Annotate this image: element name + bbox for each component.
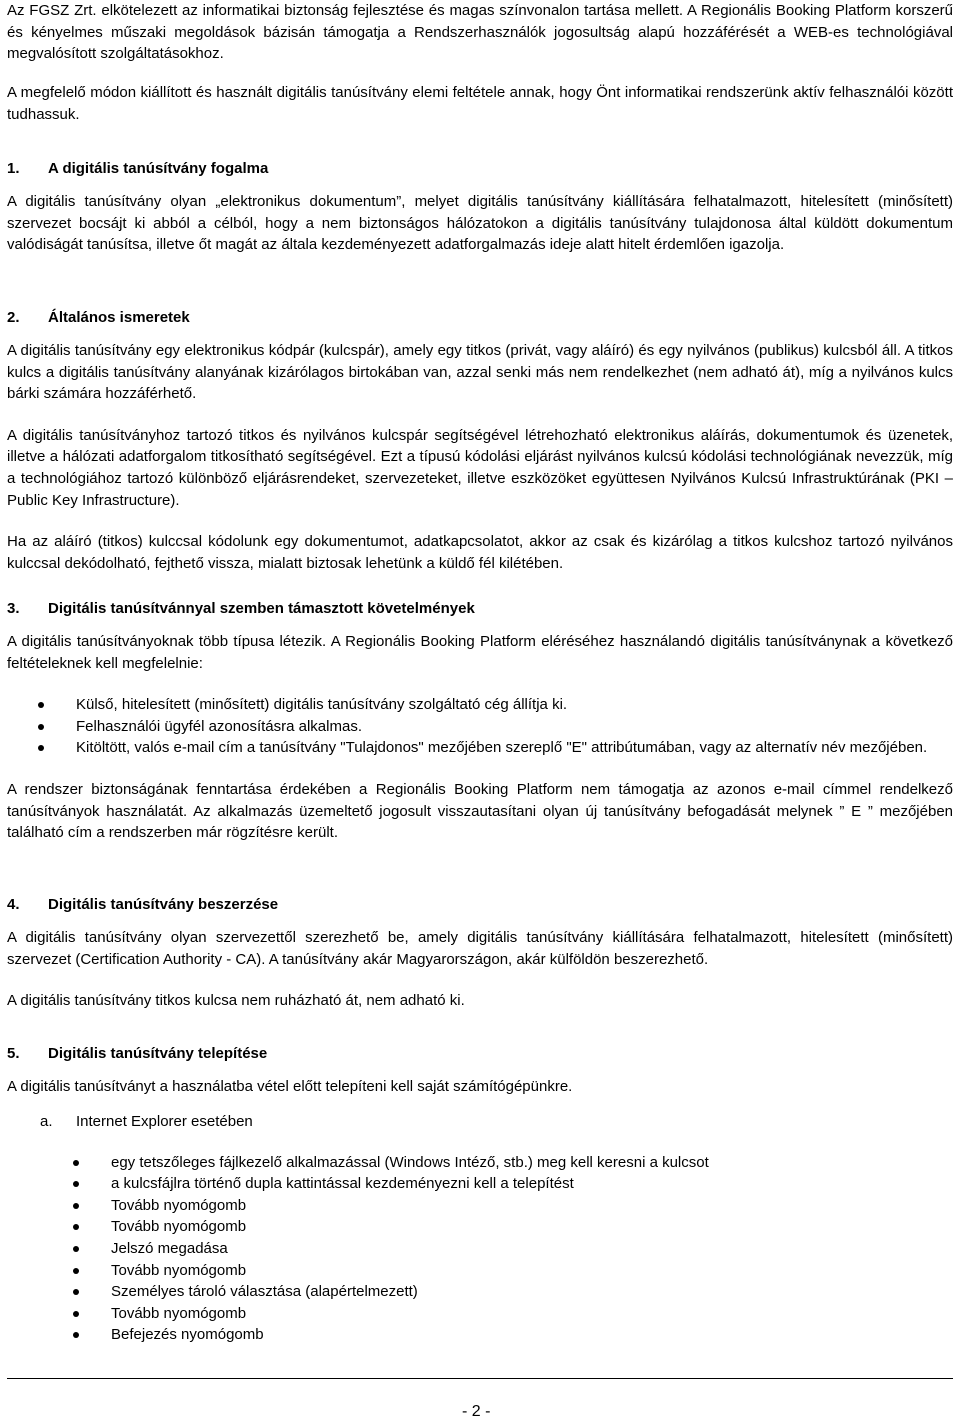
section-4-paragraph-1: A digitális tanúsítvány olyan szervezettől szerezhető be, amely digitális tanúsítvány kiállítására felhatalmazott, hitelesített (minősített) szervezet (Certification Authority - CA). A tanúsítvány akár Magyarországon, akár külföldön beszerezhető. [7,929,953,968]
list-item: Személyes tároló választása (alapértelmezett) [7,1281,953,1303]
section-1 [7,158,953,256]
list-item: a kulcsfájlra történő dupla kattintással kezdeményezni kell a telepítést [7,1173,953,1195]
section-4-heading: 4. Digitális tanúsítvány beszerzése [7,896,279,913]
section-5-intro: A digitális tanúsítványt a használatba vétel előtt telepíteni kell saját számítógépünkre. [7,1078,573,1095]
list-item: Jelszó megadása [7,1238,953,1260]
section-2-paragraph-2: A digitális tanúsítványhoz tartozó titkos és nyilvános kulcspár segítségével létrehozható elektronikus aláírás, dokumentumok és üzenetek, illetve a hálózati adatforgalom titkosítható segítségével. Ezt a típusú kódolási eljárást nyilvános kulcsú kódolási technológiának nevezzük, míg a technológiához tartozó különböző eljárásrendeket, szervezeteket, illetve eszközöket együttesen Nyilvános Kulcsú Infrastruktúrának (PKI – Public Key Infrastructure). [7,426,953,509]
list-item: Tovább nyomógomb [7,1303,953,1325]
section-2 [7,307,953,574]
section-1-paragraph: A digitális tanúsítvány olyan „elektronikus dokumentum”, melyet digitális tanúsítvány kiállítására felhatalmazott, hitelesített (minősített) szervezet bocsájt ki abból a célból, hogy a nem biztonságos hálózatokon a digitális tanúsítvány tulajdonosa által küldött dokumentum valódiságát tanúsítsa, illetve őt magát az általa kezdeményezett adatforgalmazás ideje alatt hitelt érdemlően igazolja. [7,193,953,254]
footer-divider [7,1378,953,1379]
list-item: Felhasználói ügyfél azonosításra alkalmas. [7,716,953,738]
section-3-outro: A rendszer biztonságának fenntartása érdekében a Regionális Booking Platform nem támogatja az azonos e-mail címmel rendelkező tanúsítványok használatát. Az alkalmazás üzemeltető jogosult visszautasítani olyan új tanúsítvány befogadását melynek ” E ” mezőjében található cím a rendszerben már rögzítésre került. [7,780,953,842]
intro-paragraph-2: A megfelelő módon kiállított és használt digitális tanúsítvány elemi feltétele annak, hogy Önt informatikai rendszerünk aktív felhasználói között tudhassuk. [7,84,953,123]
section-2-paragraph-1: A digitális tanúsítvány egy elektronikus kódpár (kulcspár), amely egy titkos (privát, vagy aláíró) és egy nyilvános (publikus) kulcsból áll. A titkos kulcs a digitális tanúsítvány alanyának kizárólagos birtokában van, azzal senki más nem rendelkezhet (nem adható át), míg a nyilvános kulcs bárki számára hozzáférhető. [7,342,953,403]
section-1-heading: 1. A digitális tanúsítvány fogalma [7,160,269,177]
section-3-heading: 3. Digitális tanúsítvánnyal szemben támasztott követelmények [7,600,475,617]
list-item: Külső, hitelesített (minősített) digitális tanúsítvány szolgáltató cég állítja ki. [7,694,953,716]
list-item: egy tetszőleges fájlkezelő alkalmazással (Windows Intéző, stb.) meg kell keresni a kulcsot [7,1152,953,1174]
requirements-list [7,694,953,759]
section-2-paragraph-3: Ha az aláíró (titkos) kulccsal kódolunk egy dokumentumot, adatkapcsolatot, akkor az csak és kizárólag a titkos kulcshoz tartozó nyilvános kulccsal dekódolható, fejthető vissza, mialatt biztosak lehetünk a küldő fél kilétében. [7,533,953,572]
subsection-a-heading: a. Internet Explorer esetében [40,1112,253,1130]
install-steps-list [7,1152,953,1346]
page-number: - 2 - [462,1403,491,1420]
list-item: Tovább nyomógomb [7,1195,953,1217]
section-5 [7,1043,953,1346]
section-2-heading: 2. Általános ismeretek [7,309,190,326]
section-3-intro: A digitális tanúsítványoknak több típusa létezik. A Regionális Booking Platform eléréséhez használandó digitális tanúsítványnak a következő feltételeknek kell megfelelnie: [7,633,953,672]
section-4 [7,894,953,1012]
section-5-heading: 5. Digitális tanúsítvány telepítése [7,1045,268,1062]
section-4-paragraph-2: A digitális tanúsítvány titkos kulcsa nem ruházható át, nem adható ki. [7,992,465,1010]
section-3 [7,598,953,844]
list-item: Befejezés nyomógomb [7,1324,953,1346]
intro-paragraph-1: Az FGSZ Zrt. elkötelezett az informatikai biztonság fejlesztése és magas színvonalon tartása mellett. A Regionális Booking Platform korszerű és kényelmes műszaki megoldások bázisán támogatja a Rendszerhasználók jogosultság alapú hozzáférését a WEB-es technológiával megvalósított szolgáltatásokhoz. [7,2,953,63]
list-item: Tovább nyomógomb [7,1260,953,1282]
list-item: Tovább nyomógomb [7,1216,953,1238]
list-item: Kitöltött, valós e-mail cím a tanúsítvány "Tulajdonos" mezőjében szereplő "E" attribútumában, vagy az alternatív név mezőjében. [7,737,953,759]
